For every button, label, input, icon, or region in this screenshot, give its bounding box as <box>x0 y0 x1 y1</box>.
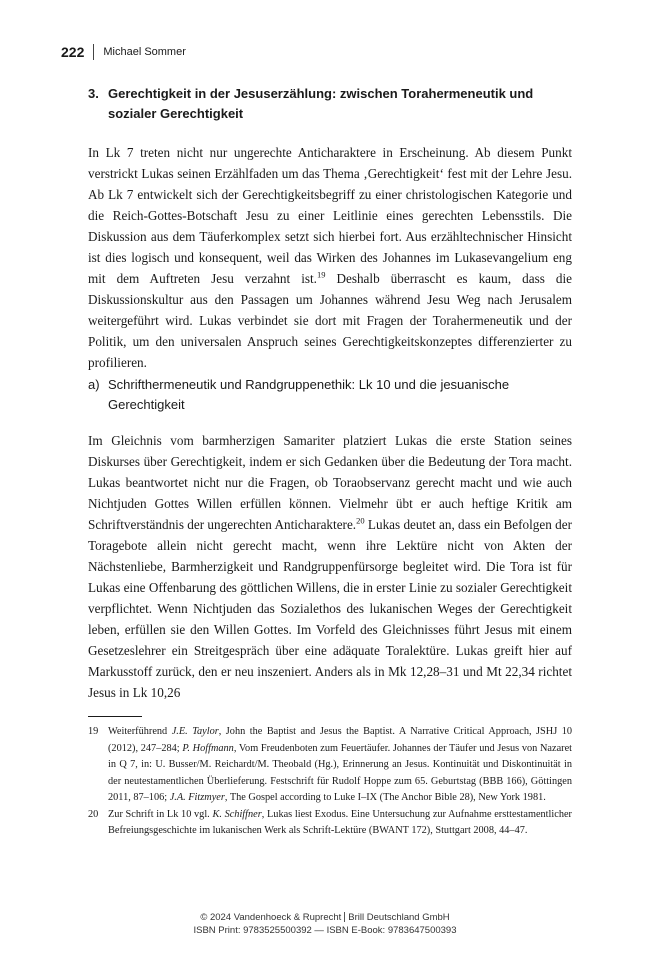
header-divider <box>93 44 94 60</box>
body-paragraph-2 <box>88 430 572 703</box>
paragraph-text: Im Gleichnis vom barmherzigen Samariter platziert Lukas die erste Station seines Diskurses über Gerechtigkeit, indem er sich Gedanken über die Bedeutung der Tora macht. Lukas beantwortet nicht nur die Fragen, ob Toraobservanz gerecht macht und wie auch Nichtjuden Gottes Willen erfüllen können. Vielmehr übt er auch heftige Kritik am Schriftverständnis der ungerechten Anticharaktere. <box>88 433 572 532</box>
footnote-20 <box>88 807 572 840</box>
footnote-citation: , Vom Freudenboten zum Feuertäufer. Johannes der Täufer und Jesus von Nazaret in Q 7, in: U. Busser/M. Reichardt/M. Theobald (Hg.), Erinnerung an Jesus. Kontinuität und Diskontinuität in der neutestamentlichen Überlieferung. Festschrift für Rudolf Hoppe zum 65. Geburtstag (BBB 166), Göttingen 2011, 87–106; <box>108 742 572 803</box>
footnote-author: P. Hoffmann <box>182 742 234 754</box>
running-head-author: Michael Sommer <box>103 46 186 58</box>
footnote-citation: , The Gospel according to Luke I–IX (The Anchor Bible 28), New York 1981. <box>224 792 546 803</box>
subsection-letter: a) <box>88 377 100 392</box>
copyright-imprint: Brill Deutschland GmbH <box>348 912 450 923</box>
footnote-author: K. Schiffner <box>212 808 262 820</box>
footnote-citation: , Lukas liest Exodus. Eine Untersuchung zur Aufnahme ersttestamentlicher Befreiungsgeschichte im lukanischen Werk als Schrift-Lektüre (BWANT 172), Stuttgart 2008, 44–47. <box>108 808 572 836</box>
footnote-number: 20 <box>88 808 99 820</box>
footnote-number: 19 <box>88 726 99 737</box>
footnote-author: J.E. Taylor <box>171 726 219 737</box>
footnotes <box>88 724 572 840</box>
footnote-lead: Zur Schrift in Lk 10 vgl. <box>108 808 213 820</box>
body-paragraph-1 <box>88 142 572 373</box>
footnote-ref-20[interactable]: 20 <box>356 515 365 526</box>
isbn-line: ISBN Print: 9783525500392 — ISBN E-Book: 9783647500393 <box>193 925 457 936</box>
footnote-lead: Weiterführend <box>108 726 172 737</box>
copyright-line <box>0 911 650 924</box>
section-heading <box>88 84 568 124</box>
page-number: 222 <box>61 44 85 60</box>
paragraph-text: In Lk 7 treten nicht nur ungerechte Anticharaktere in Erscheinung. Ab diesem Punkt verstrickt Lukas seinen Erzählfaden um das Thema ‚Gerechtigkeit‘ fest mit der Lehre Jesu. Ab Lk 7 entwickelt sich der Gerechtigkeitsbegriff zu einer christologischen Kategorie und die Reich-Gottes-Botschaft Jesu zu einer Leitlinie eines gerechten Lebensstils. Die Diskussion aus dem Täuferkomplex setzt sich hierbei fort. Aus erzähltechnischer Hinsicht ist dies logisch und konsequent, weil das Wirken des Johannes im Lukasevangelium eng mit dem Auftreten Jesu verzahnt ist. <box>88 145 572 286</box>
running-header <box>61 44 186 60</box>
footer-divider <box>344 912 345 922</box>
footnote-text <box>108 724 572 807</box>
page-footer <box>0 911 650 937</box>
section-title: Gerechtigkeit in der Jesuserzählung: zwischen Torahermeneutik und sozialer Gerechtigkeit <box>108 86 534 121</box>
footnote-ref-19[interactable]: 19 <box>316 269 326 280</box>
footnote-19 <box>88 724 572 807</box>
footnote-author: J.A. Fitzmyer <box>169 792 225 803</box>
subsection-heading <box>88 375 558 415</box>
subsection-title: Schrifthermeneutik und Randgruppenethik: Lk 10 und die jesuanische Gerechtigkeit <box>108 377 510 412</box>
paragraph-text-continued: Deshalb überrascht es kaum, dass die Diskussionskultur aus den Passagen um Johannes während Jesu Weg nach Jerusalem weitergeführt wird. Lukas verbindet sie dort mit Fragen der Torahermeneutik und der Politik, um den universalen Anspruch seines Gerechtigkeitskonzeptes differenzierter zu profilieren. <box>88 271 572 370</box>
copyright-publisher: © 2024 Vandenhoeck & Ruprecht <box>200 912 342 923</box>
footnote-citation: , John the Baptist and Jesus the Baptist. A Narrative Critical Approach, JSHJ 10 (2012), 247–284; <box>108 726 572 754</box>
footnote-text <box>108 807 572 840</box>
section-number: 3. <box>88 86 99 101</box>
paragraph-text-continued: Lukas deutet an, dass ein Befolgen der Toragebote allein nicht gerecht macht, wenn ihre Lektüre nicht von Akten der Nächstenliebe, Barmherzigkeit und Randgruppenfürsorge begleitet wird. Die Tora ist für Lukas eine Offenbarung des göttlichen Willens, die in erster Linie zu sozialer Gerechtigkeit verpflichtet. Wenn Nichtjuden das Sozialethos des lukanischen Weges der Gerechtigkeit leben, erfüllen sie den Willen Gottes. Im Vorfeld des Gleichnisses führt Jesus mit einem Gesetzeslehrer ein Streitgespräch über eine adäquate Toralektüre. Lukas greift hier auf Markusstoff zurück, den er neu inszeniert. Anders als in Mk 12,28–31 und Mt 22,34 richtet Jesus in Lk 10,26 <box>88 517 572 700</box>
footnote-rule <box>88 716 142 717</box>
